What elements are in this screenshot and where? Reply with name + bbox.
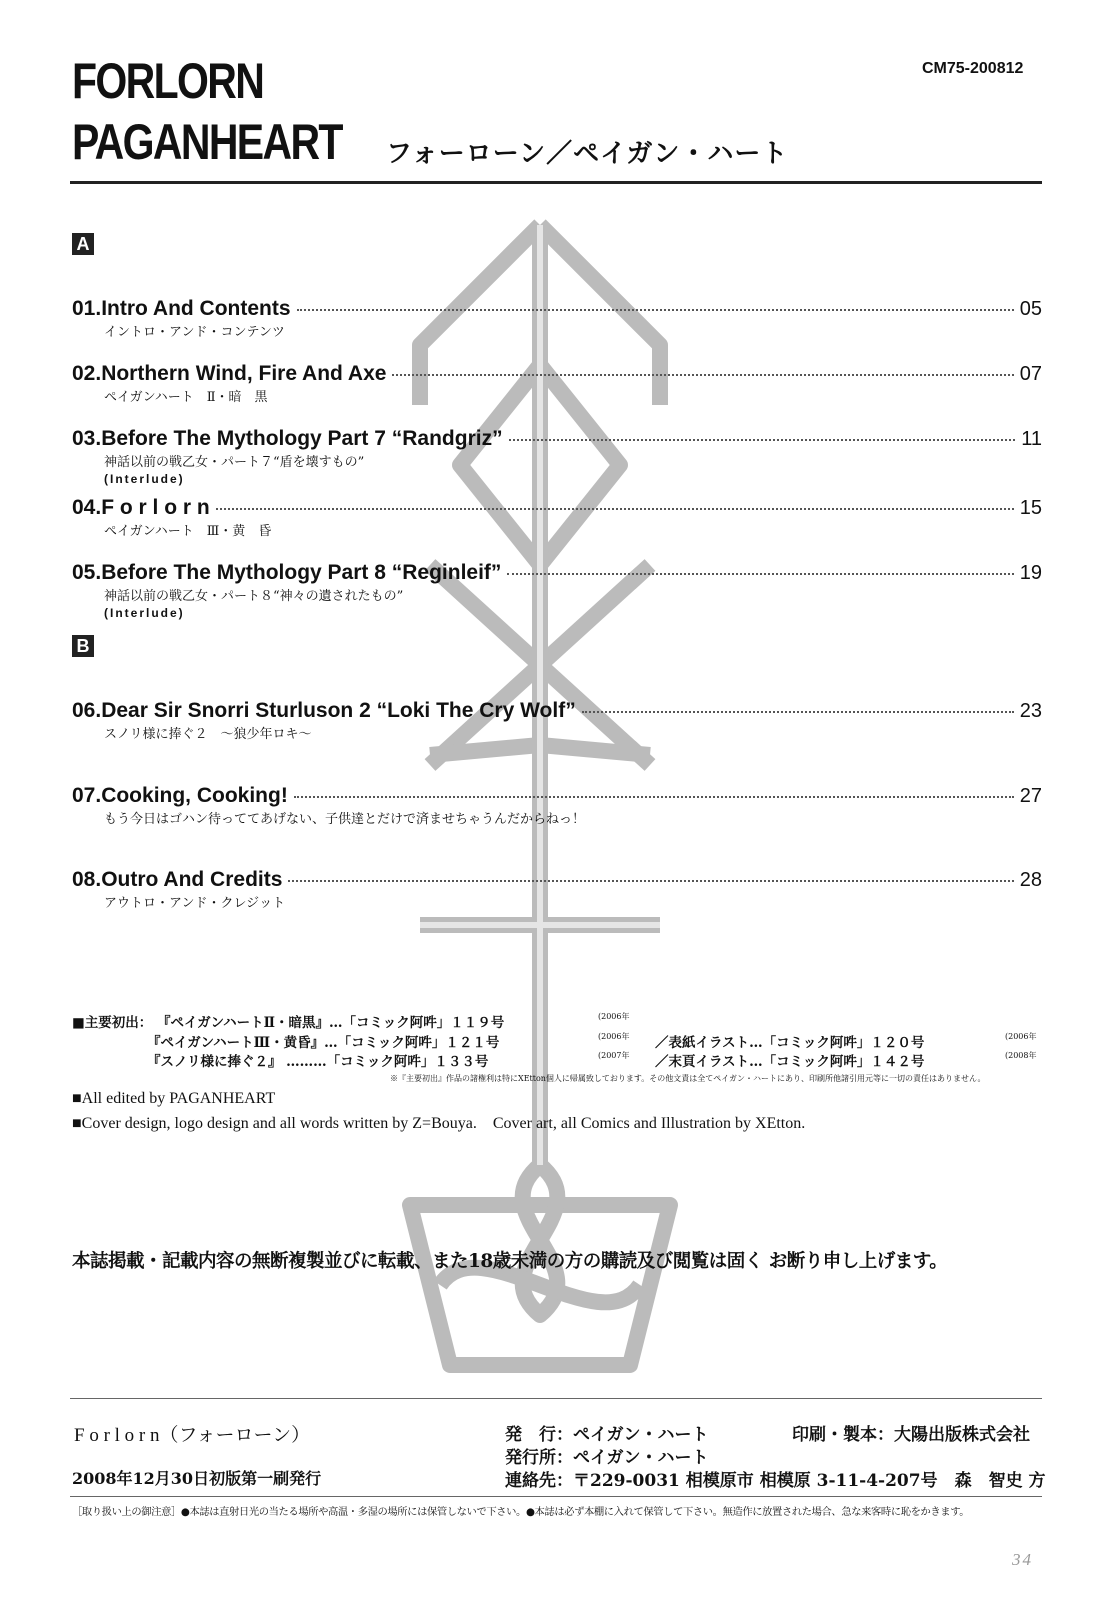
- toc-entry[interactable]: [72, 561, 1042, 585]
- toc-page: 05: [1019, 298, 1042, 320]
- toc-subtitle: イントロ・アンド・コンテンツ: [104, 325, 285, 340]
- dot-leader: [216, 508, 1014, 510]
- toc-page: 11: [1021, 428, 1042, 450]
- toc-page: 28: [1019, 869, 1042, 891]
- edited-by: ■All edited by PAGANHEART: [72, 1090, 276, 1107]
- colophon-contact: 連絡先：〒229-0031 相模原市 相模原 3-11-4-207号 森 智史 方: [505, 1471, 1046, 1491]
- toc-subtitle: ペイガンハート Ⅲ・黄 昏: [104, 524, 272, 539]
- toc-title: 03.Before The Mythology Part 7 “Randgriz”: [72, 427, 503, 450]
- section-marker-a: A: [72, 233, 94, 255]
- toc-title: 01.Intro And Contents: [72, 297, 291, 320]
- toc-note: (Interlude): [104, 472, 185, 486]
- toc-entry[interactable]: [72, 362, 1042, 386]
- rights-note: ※『主要初出』作品の諸権利は特にXEtton個人に帰属致しております。その他文責は全てペイガン・ハートにあり、印刷所他諸引用元等に一切の責任はありません。: [390, 1074, 986, 1083]
- toc-entry[interactable]: [72, 699, 1042, 723]
- credit-extra-year: (2006年: [1005, 1031, 1037, 1041]
- credits-label: ■主要初出：: [72, 1015, 153, 1031]
- credit-work: 『ペイガンハートⅡ・暗黒』…「コミック阿吽」１１９号: [157, 1015, 505, 1031]
- toc-subtitle: 神話以前の戦乙女・パート７“盾を壊すもの”: [104, 455, 365, 470]
- toc-title: 02.Northern Wind, Fire And Axe: [72, 362, 387, 385]
- credit-year: (2006年: [598, 1031, 630, 1041]
- toc-page: 15: [1019, 497, 1042, 519]
- credit-year: (2007年: [598, 1051, 630, 1060]
- toc-title: 04.F o r l o r n: [72, 496, 210, 519]
- dot-leader: [582, 711, 1014, 713]
- title-forlorn: FORLORN: [72, 53, 264, 109]
- toc-subtitle: 神話以前の戦乙女・パート８“神々の遺されたもの”: [104, 589, 404, 604]
- header-rule: [70, 181, 1042, 184]
- colophon-office: 発行所：ペイガン・ハート: [505, 1448, 709, 1468]
- catalog-code: CM75-200812: [922, 60, 1024, 77]
- credit-work: 『ペイガンハートⅢ・黄昏』…「コミック阿吽」１２１号: [147, 1034, 500, 1051]
- colophon-date: 2008年12月30日初版第一刷発行: [72, 1469, 322, 1488]
- toc-subtitle: ペイガンハート Ⅱ・暗 黒: [104, 390, 268, 405]
- credit-extra: ／末頁イラスト…「コミック阿吽」１４２号: [655, 1054, 925, 1070]
- toc-entry[interactable]: [72, 868, 1042, 892]
- toc-entry[interactable]: [72, 297, 1042, 321]
- cover-credits: ■Cover design, logo design and all words written by Z=Bouya. Cover art, all Comics and Illustration by XEtton.: [72, 1115, 806, 1132]
- age-warning: 本誌掲載・記載内容の無断複製並びに転載、また18歳未満の方の購読及び閲覧は固く お断り申し上げます。: [72, 1251, 948, 1272]
- toc-entry[interactable]: [72, 784, 1042, 808]
- toc-title: 05.Before The Mythology Part 8 “Reginleif”: [72, 561, 502, 584]
- colophon-publisher: 発 行：ペイガン・ハート: [505, 1425, 709, 1445]
- toc-note: (Interlude): [104, 606, 185, 620]
- toc-entry[interactable]: [72, 427, 1042, 451]
- colophon-title: F o r l o r n（フォーローン）: [74, 1425, 311, 1446]
- caution-rule: [70, 1496, 1042, 1497]
- toc-subtitle: アウトロ・アンド・クレジット: [104, 896, 286, 911]
- toc-page: 19: [1019, 562, 1042, 584]
- page-number: 34: [1012, 1550, 1033, 1569]
- footer-rule: [70, 1398, 1042, 1399]
- dot-leader: [288, 880, 1013, 882]
- toc-title: 07.Cooking, Cooking!: [72, 784, 288, 807]
- section-marker-b: B: [72, 635, 94, 657]
- toc-title: 06.Dear Sir Snorri Sturluson 2 “Loki The Cry Wolf”: [72, 699, 576, 722]
- title-paganheart: PAGANHEART: [72, 114, 342, 170]
- toc-subtitle: スノリ様に捧ぐ２ ～狼少年ロキ～: [104, 727, 312, 742]
- toc-subtitle: もう今日はゴハン待っててあげない、子供達とだけで済ませちゃうんだからねっ！: [104, 812, 586, 827]
- dot-leader: [509, 439, 1016, 441]
- credit-work: 『スノリ様に捧ぐ２』 ………「コミック阿吽」１３３号: [147, 1054, 489, 1070]
- toc-title: 08.Outro And Credits: [72, 868, 283, 891]
- toc-page: 07: [1019, 363, 1042, 385]
- toc-entry[interactable]: [72, 496, 1042, 520]
- toc-page: 23: [1019, 700, 1042, 722]
- credit-extra-year: (2008年: [1005, 1051, 1037, 1060]
- handling-caution: ［取り扱い上の御注意］●本誌は直射日光の当たる場所や高温・多湿の場所には保管しないで下さい。●本誌は必ず本棚に入れて保管して下さい。無造作に放置された場合、急な来客時に恥をかきます。: [72, 1506, 970, 1518]
- dot-leader: [294, 796, 1014, 798]
- dot-leader: [507, 573, 1013, 575]
- dot-leader: [297, 309, 1014, 311]
- toc-page: 27: [1019, 785, 1042, 807]
- credit-year: (2006年: [598, 1012, 630, 1021]
- colophon-printer: 印刷・製本：大陽出版株式会社: [792, 1425, 1030, 1445]
- credit-extra: ／表紙イラスト…「コミック阿吽」１２０号: [655, 1034, 925, 1051]
- title-japanese: フォーローン／ペイガン・ハート: [386, 138, 789, 168]
- dot-leader: [392, 374, 1013, 376]
